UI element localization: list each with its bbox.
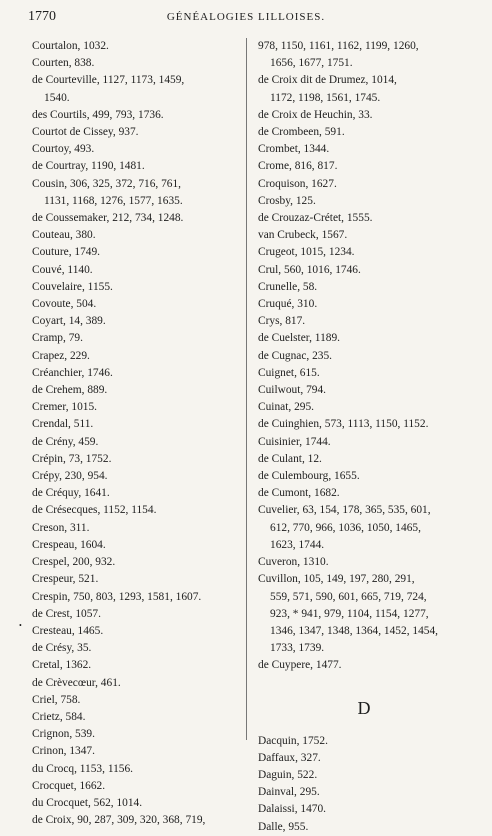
index-entry xyxy=(258,227,470,244)
entry-line: Crinon, 1347. xyxy=(32,745,95,758)
index-entry xyxy=(258,348,470,365)
index-entry xyxy=(32,795,244,812)
entry-line: Courtalon, 1032. xyxy=(32,40,109,52)
index-entry xyxy=(32,330,244,347)
entry-line: Cuignet, 615. xyxy=(258,366,320,379)
index-entry xyxy=(32,227,244,244)
entry-line: de Crény, 459. xyxy=(32,435,99,448)
index-entry xyxy=(258,313,470,330)
index-entry xyxy=(32,244,244,261)
index-entry xyxy=(32,107,244,124)
index-entry xyxy=(258,554,470,571)
index-entry xyxy=(32,554,244,571)
index-entry xyxy=(32,778,244,795)
index-entry xyxy=(258,141,470,158)
entry-continuation-line: 1540. xyxy=(44,91,70,104)
index-entry xyxy=(258,330,470,347)
index-entry xyxy=(258,107,470,124)
entry-line: Crul, 560, 1016, 1746. xyxy=(258,263,361,276)
index-entry xyxy=(258,244,470,261)
entry-line: Crespeur, 521. xyxy=(32,573,99,586)
index-entry xyxy=(258,193,470,210)
entry-line: de Culant, 12. xyxy=(258,452,322,465)
index-entry xyxy=(258,72,470,106)
entry-line: de Crombeen, 591. xyxy=(258,126,345,139)
index-entry xyxy=(32,812,244,829)
index-entry xyxy=(32,158,244,175)
column-divider xyxy=(246,38,247,740)
entry-line: Crespel, 200, 932. xyxy=(32,556,116,569)
index-entry xyxy=(258,279,470,296)
index-entry xyxy=(32,589,244,606)
index-entry xyxy=(32,692,244,709)
index-entry xyxy=(32,726,244,743)
index-entry xyxy=(32,210,244,227)
index-entry xyxy=(258,485,470,502)
entry-continuation-line: 1733, 1739. xyxy=(270,642,325,655)
entry-line: van Crubeck, 1567. xyxy=(258,229,348,242)
left-column xyxy=(32,38,244,829)
entry-line: de Crésecques, 1152, 1154. xyxy=(32,504,157,517)
entry-line: Couture, 1749. xyxy=(32,246,101,259)
index-entry xyxy=(32,451,244,468)
index-entry xyxy=(32,640,244,657)
entry-continuation-line: 1131, 1168, 1276, 1577, 1635. xyxy=(44,194,183,207)
index-entry xyxy=(32,520,244,537)
index-entry xyxy=(32,176,244,210)
entry-line: Couvelaire, 1155. xyxy=(32,280,113,293)
entry-line: Cramp, 79. xyxy=(32,332,83,345)
entry-line: du Crocquet, 562, 1014. xyxy=(32,796,143,809)
index-entry xyxy=(258,468,470,485)
entry-line: Croquison, 1627. xyxy=(258,177,337,190)
index-entry xyxy=(258,750,470,767)
entry-continuation-line: 612, 770, 966, 1036, 1050, 1465, xyxy=(270,521,421,534)
index-entry xyxy=(32,38,244,55)
margin-mark: • xyxy=(19,621,22,630)
entry-line: de Croix dit de Drumez, 1014, xyxy=(258,74,397,87)
index-entry xyxy=(258,262,470,279)
entry-line: Cretal, 1362. xyxy=(32,659,92,672)
index-entry xyxy=(32,761,244,778)
index-entry xyxy=(258,733,470,750)
entry-line: Crunelle, 58. xyxy=(258,280,318,293)
entry-continuation-line: 1172, 1198, 1561, 1745. xyxy=(270,91,381,104)
index-entry xyxy=(32,141,244,158)
page-number: 1770 xyxy=(28,9,56,24)
entry-line: Crespeau, 1604. xyxy=(32,538,106,551)
entry-line: Dainval, 295. xyxy=(258,786,320,799)
index-entry xyxy=(32,348,244,365)
index-entry xyxy=(258,416,470,433)
running-title: GÉNÉALOGIES LILLOISES. xyxy=(166,11,326,23)
entry-line: Daffaux, 327. xyxy=(258,751,321,764)
entry-line: de Crest, 1057. xyxy=(32,607,101,620)
index-entry xyxy=(32,537,244,554)
index-entry xyxy=(32,606,244,623)
entry-line: des Courtils, 499, 793, 1736. xyxy=(32,108,164,121)
entry-line: Cruqué, 310. xyxy=(258,298,318,311)
index-entry xyxy=(32,468,244,485)
index-entry xyxy=(32,709,244,726)
index-entry xyxy=(258,176,470,193)
index-entry xyxy=(32,124,244,141)
entry-line: de Cuelster, 1189. xyxy=(258,332,341,345)
index-entry xyxy=(32,382,244,399)
entry-line: de Coussemaker, 212, 734, 1248. xyxy=(32,212,184,225)
index-entry xyxy=(258,502,470,554)
entry-line: Cuilwout, 794. xyxy=(258,384,327,397)
entry-continuation-line: 923, * 941, 979, 1104, 1154, 1277, xyxy=(270,607,429,620)
entry-line: de Croix de Heuchin, 33. xyxy=(258,108,373,121)
entry-line: Cremer, 1015. xyxy=(32,401,98,414)
entry-line: Coyart, 14, 389. xyxy=(32,315,106,328)
entry-line: Crome, 816, 817. xyxy=(258,160,338,173)
entry-line: Daguin, 522. xyxy=(258,768,318,781)
entry-line: Courtoy, 493. xyxy=(32,143,95,156)
entry-line: Cuveron, 1310. xyxy=(258,556,329,569)
entry-line: Covoute, 504. xyxy=(32,298,97,311)
entry-line: de Culembourg, 1655. xyxy=(258,470,360,483)
entry-line: Crignon, 539. xyxy=(32,728,95,741)
entry-line: Couvé, 1140. xyxy=(32,263,93,276)
index-entry xyxy=(32,313,244,330)
entry-line: Crespin, 750, 803, 1293, 1581, 1607. xyxy=(32,590,202,603)
right-column xyxy=(258,38,470,836)
right-column-bottom-entries xyxy=(258,733,470,836)
index-entry xyxy=(258,38,470,72)
index-entry xyxy=(258,210,470,227)
index-entry xyxy=(258,124,470,141)
section-letter-heading: D xyxy=(357,697,371,718)
entry-line: de Cumont, 1682. xyxy=(258,487,340,500)
index-entry xyxy=(258,158,470,175)
entry-line: Crosby, 125. xyxy=(258,194,316,207)
index-entry xyxy=(32,72,244,106)
entry-line: Courtot de Cissey, 937. xyxy=(32,126,139,139)
entry-line: Crépin, 73, 1752. xyxy=(32,452,112,465)
index-entry xyxy=(32,399,244,416)
entry-line: Crombet, 1344. xyxy=(258,143,330,156)
entry-line: de Courteville, 1127, 1173, 1459, xyxy=(32,74,185,87)
entry-line: Dacquin, 1752. xyxy=(258,734,328,747)
index-entry xyxy=(32,502,244,519)
entry-line: Cresteau, 1465. xyxy=(32,624,104,637)
index-entry xyxy=(258,784,470,801)
index-entry xyxy=(258,399,470,416)
entry-line: 978, 1150, 1161, 1162, 1199, 1260, xyxy=(258,40,419,52)
entry-line: de Crèvecœur, 461. xyxy=(32,676,121,689)
index-entry xyxy=(258,801,470,818)
index-entry xyxy=(32,743,244,760)
index-entry xyxy=(32,675,244,692)
entry-line: de Courtray, 1190, 1481. xyxy=(32,160,145,173)
entry-line: de Cugnac, 235. xyxy=(258,349,333,362)
entry-line: de Cuypere, 1477. xyxy=(258,659,342,672)
index-entry xyxy=(258,296,470,313)
index-entry xyxy=(32,262,244,279)
entry-line: Crys, 817. xyxy=(258,315,306,328)
entry-line: de Cuinghien, 573, 1113, 1150, 1152. xyxy=(258,418,429,431)
entry-line: Cuvelier, 63, 154, 178, 365, 535, 601, xyxy=(258,504,431,517)
entry-line: Crugeot, 1015, 1234. xyxy=(258,246,355,259)
entry-line: de Croix, 90, 287, 309, 320, 368, 719, xyxy=(32,814,206,827)
entry-line: Cuisinier, 1744. xyxy=(258,435,331,448)
index-entry xyxy=(32,365,244,382)
entry-continuation-line: 559, 571, 590, 601, 665, 719, 724, xyxy=(270,590,427,603)
index-entry xyxy=(258,451,470,468)
entry-continuation-line: 1623, 1744. xyxy=(270,538,325,551)
entry-continuation-line: 1346, 1347, 1348, 1364, 1452, 1454, xyxy=(270,624,439,637)
entry-line: Criel, 758. xyxy=(32,693,81,706)
index-entry xyxy=(258,365,470,382)
entry-line: de Crouzaz-Crétet, 1555. xyxy=(258,212,373,225)
index-entry xyxy=(258,571,470,657)
entry-line: Courten, 838. xyxy=(32,57,95,70)
entry-line: Couteau, 380. xyxy=(32,229,96,242)
index-entry xyxy=(32,55,244,72)
entry-line: de Créquy, 1641. xyxy=(32,487,110,500)
index-entry xyxy=(32,571,244,588)
entry-line: Crocquet, 1662. xyxy=(32,779,106,792)
index-entry xyxy=(258,767,470,784)
entry-line: Crendal, 511. xyxy=(32,418,94,431)
entry-line: de Crehem, 889. xyxy=(32,384,108,397)
entry-line: Cuinat, 295. xyxy=(258,401,315,414)
entry-line: Crietz, 584. xyxy=(32,710,86,723)
entry-line: de Crésy, 35. xyxy=(32,642,92,655)
index-entry xyxy=(258,657,470,674)
right-column-top-entries xyxy=(258,38,470,675)
entry-line: Cousin, 306, 325, 372, 716, 761, xyxy=(32,177,182,190)
index-entry xyxy=(32,434,244,451)
entry-line: Crapez, 229. xyxy=(32,349,90,362)
index-entry xyxy=(32,623,244,640)
entry-line: Crépy, 230, 954. xyxy=(32,470,108,483)
index-entry xyxy=(258,819,470,836)
index-entry xyxy=(32,296,244,313)
index-entry xyxy=(32,657,244,674)
entry-line: Dalaissi, 1470. xyxy=(258,803,327,816)
index-entry xyxy=(32,485,244,502)
entry-line: du Crocq, 1153, 1156. xyxy=(32,762,134,775)
index-entry xyxy=(258,382,470,399)
entry-line: Dalle, 955. xyxy=(258,820,309,833)
index-entry xyxy=(32,416,244,433)
index-entry xyxy=(258,434,470,451)
entry-continuation-line: 1656, 1677, 1751. xyxy=(270,57,353,70)
entry-line: Creson, 311. xyxy=(32,521,90,534)
entry-line: Cuvillon, 105, 149, 197, 280, 291, xyxy=(258,573,415,586)
index-entry xyxy=(32,279,244,296)
entry-line: Créanchier, 1746. xyxy=(32,366,113,379)
